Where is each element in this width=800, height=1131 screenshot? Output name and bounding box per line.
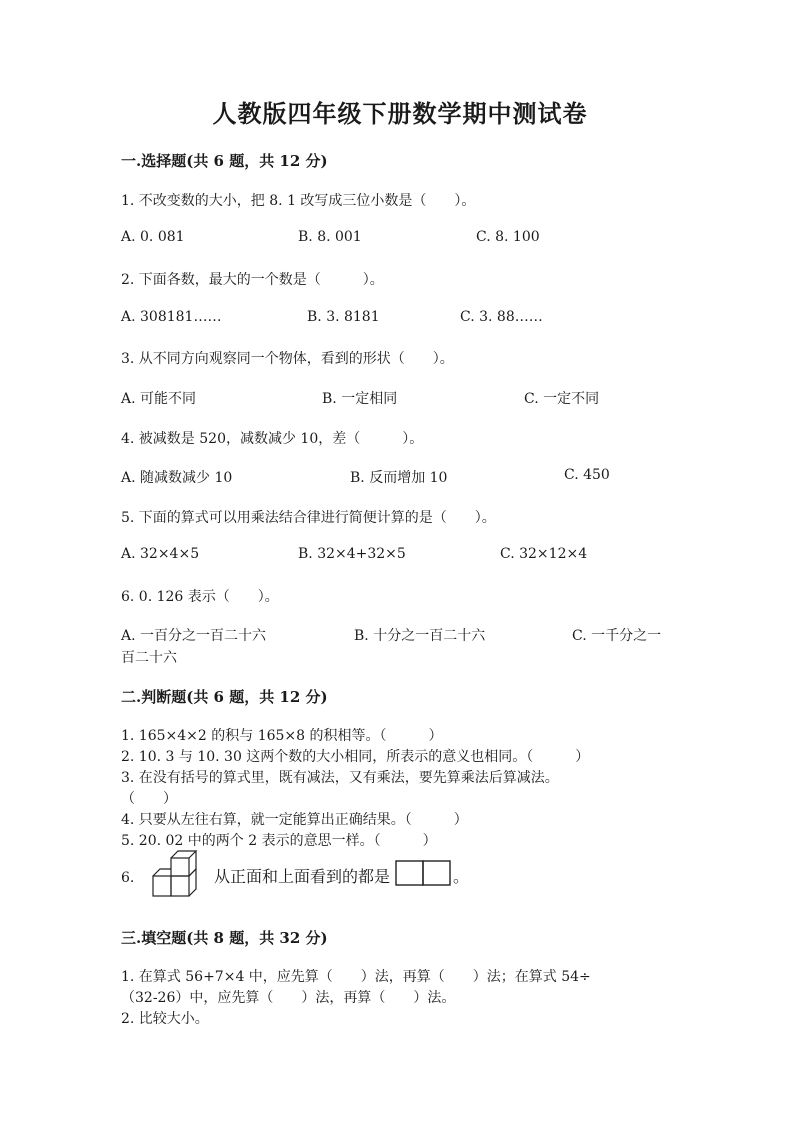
cube-stack-figure [149,850,211,900]
option-b: B. 8. 001 [298,229,362,245]
judgement-q6 [121,850,521,896]
q6-number: 6. [121,870,135,886]
q6-text: 从正面和上面看到的都是 [214,867,391,886]
option-b: B. 一定相同 [322,391,398,407]
option-a: A. 308181…… [121,309,222,325]
option-c: C. 一千分之一 [572,628,662,644]
fill-line: （32-26）中，应先算（ ）法，再算（ ）法。 [121,990,456,1006]
question-text: 4. 被减数是 520，减数减少 10，差（ ）。 [121,431,424,447]
option-b: B. 3. 8181 [307,309,380,325]
judgement-line: 5. 20. 02 中的两个 2 表示的意思一样。（ ） [121,833,437,849]
q6-end: 。 [453,867,470,886]
option-b: B. 十分之一百二十六 [354,628,486,644]
option-b: B. 32×4+32×5 [298,546,406,562]
judgement-line: （ ） [121,791,177,807]
option-c: C. 3. 88…… [460,309,543,325]
page-title: 人教版四年级下册数学期中测试卷 [212,99,588,128]
section-heading-choice: 一.选择题(共 6 题，共 12 分) [121,152,328,170]
option-a: A. 0. 081 [121,229,185,245]
option-c: C. 一定不同 [524,391,600,407]
option-a: A. 32×4×5 [121,546,200,562]
option-b: B. 反而增加 10 [350,470,448,486]
option-c: C. 450 [564,467,610,483]
option-continuation: 百二十六 [121,650,177,666]
fill-line: 2. 比较大小。 [121,1011,209,1027]
judgement-line: 1. 165×4×2 的积与 165×8 的积相等。（ ） [121,728,443,744]
option-a: A. 一百分之一百二十六 [121,628,267,644]
option-c: C. 32×12×4 [500,546,588,562]
section-heading-fill: 三.填空题(共 8 题，共 32 分) [121,929,328,947]
judgement-line: 4. 只要从左往右算，就一定能算出正确结果。（ ） [121,812,468,828]
two-square-view-figure [395,860,451,886]
question-text: 6. 0. 126 表示（ ）。 [121,589,279,605]
option-a: A. 随减数减少 10 [121,470,233,486]
judgement-line: 2. 10. 3 与 10. 30 这两个数的大小相同，所表示的意义也相同。（ ） [121,749,590,765]
question-text: 5. 下面的算式可以用乘法结合律进行简便计算的是（ ）。 [121,510,496,526]
section-heading-judgement: 二.判断题(共 6 题，共 12 分) [121,688,328,706]
question-text: 1. 不改变数的大小，把 8. 1 改写成三位小数是（ ）。 [121,193,476,209]
judgement-line: 3. 在没有括号的算式里，既有减法，又有乘法，要先算乘法后算减法。 [121,770,559,786]
question-text: 3. 从不同方向观察同一个物体，看到的形状（ ）。 [121,351,454,367]
option-c: C. 8. 100 [476,229,540,245]
option-a: A. 可能不同 [121,391,197,407]
fill-line: 1. 在算式 56+7×4 中，应先算（ ）法，再算（ ）法；在算式 54÷ [121,969,591,985]
question-text: 2. 下面各数，最大的一个数是（ ）。 [121,272,384,288]
